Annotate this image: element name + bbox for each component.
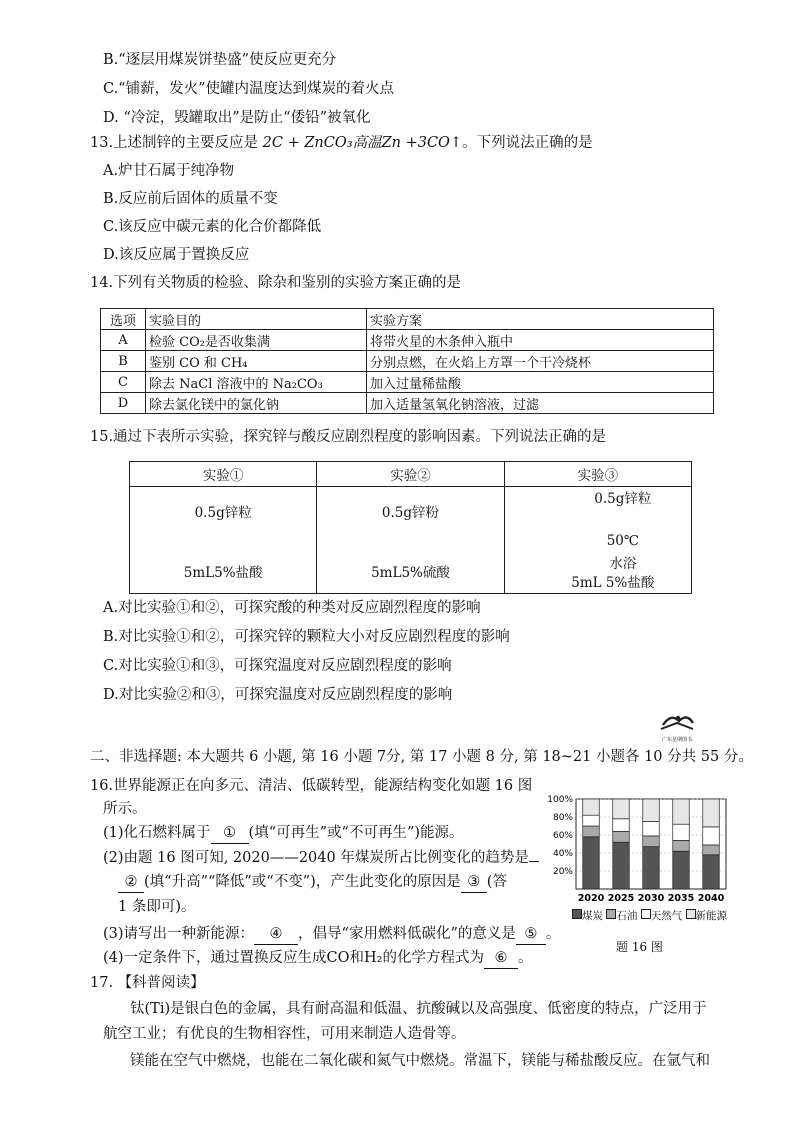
bar-segment-2	[643, 836, 660, 847]
table-cell: 将带火星的木条伸入瓶中	[367, 330, 714, 351]
publisher-logo	[657, 711, 697, 743]
table-cell: D	[101, 393, 146, 414]
q15-option-c: C.对比实验①和③，可探究温度对反应剧烈程度的影响	[103, 658, 452, 674]
exp1-solid: 0.5g锌粒	[194, 505, 252, 521]
bar-segment-3	[673, 824, 690, 840]
table-header-cell: 实验方案	[367, 309, 714, 330]
q16-p2-answer-hint: (答	[486, 874, 507, 890]
x-tick-label: 2020	[577, 893, 605, 904]
legend-coal: 煤炭	[582, 910, 603, 922]
bar-segment-2	[643, 799, 660, 822]
q14-table	[100, 308, 714, 414]
q15-option-d: D.对比实验②和③，可探究温度对反应剧烈程度的影响	[103, 687, 453, 703]
section-2-heading: 二、非选择题: 本大题共 6 小题, 第 16 小题 7分, 第 17 小题 8 分, 第 18~21 小题各 10 分共 55 分。	[90, 749, 753, 765]
exp2-solid: 0.5g锌粉	[381, 505, 440, 521]
bar-segment-4	[703, 799, 720, 827]
answer-blank-1[interactable]: ①	[211, 823, 249, 844]
logo-caption: 广东星期图书	[661, 737, 692, 743]
q16-part-1	[103, 823, 464, 844]
table-cell: 除去氯化镁中的氯化钠	[146, 393, 367, 414]
q12-option-c: C.“铺薪，发火”使罐内温度达到煤炭的着火点	[103, 81, 395, 97]
x-tick-label: 2040	[697, 893, 725, 904]
y-tick-label: 20%	[552, 867, 573, 877]
y-tick-label: 40%	[552, 849, 573, 859]
table-header-cell: 实验③	[504, 462, 691, 487]
table-header-row	[101, 309, 714, 330]
q16-p3-text: (3)请写出一种新能源：	[103, 926, 255, 942]
q16-p1-tail: (填“可再生”或“不可再生”)能源。	[248, 825, 464, 841]
table-cell: C	[101, 372, 146, 393]
exp3-solid: 0.5g锌粒	[594, 491, 652, 507]
bar-segment-4	[703, 845, 720, 855]
q17-para-1: 钛(Ti)是银白色的金属，具有耐高温和低温、抗酸碱以及高强度、低密度的特点，广泛用于	[130, 1001, 707, 1017]
q13-stem-suffix: 。下列说法正确的是	[462, 135, 593, 151]
q13-stem	[90, 133, 593, 153]
bar-segment-1	[613, 799, 630, 819]
q17-para-1-cont: 航空工业；有优良的生物相容性，可用来制造人造骨等。	[103, 1026, 466, 1042]
bar-segment-4	[703, 855, 720, 889]
bar-segment-3	[673, 840, 690, 851]
q13-stem-prefix: 13.上述制锌的主要反应是	[90, 135, 263, 151]
q13-option-a: A.炉甘石属于纯净物	[103, 163, 235, 179]
y-tick-label: 100%	[547, 795, 573, 805]
table-row	[101, 330, 714, 351]
q16-stem-1: 16.世界能源正在向多元、清洁、低碳转型，能源结构变化如题 16 图	[90, 778, 533, 794]
table-cell: 检验 CO₂是否收集满	[146, 330, 367, 351]
exp3-cell	[504, 487, 691, 594]
legend-swatch-gas	[641, 909, 651, 919]
chart-caption: 题 16 图	[616, 940, 663, 954]
bar-segment-2	[643, 847, 660, 889]
bar-segment-2	[643, 822, 660, 836]
q17-title: 17. 【科普阅读】	[90, 975, 205, 991]
x-tick-label: 2030	[637, 893, 665, 904]
table-header-cell: 实验①	[130, 462, 317, 487]
answer-blank-4[interactable]: ④	[254, 924, 298, 945]
table-row	[101, 372, 714, 393]
q13-option-c: C.该反应中碳元素的化合价都降低	[103, 219, 322, 235]
exp1-cell	[130, 487, 317, 594]
table-cell: 除去 NaCl 溶液中的 Na₂CO₃	[146, 372, 367, 393]
q14-stem: 14.下列有关物质的检验、除杂和鉴别的实验方案正确的是	[90, 275, 462, 291]
exp3-acid: 5mL 5%盐酸	[571, 575, 655, 591]
table-header-cell: 选项	[101, 309, 146, 330]
q13-equation: 2C + ZnCO₃高温Zn +3CO↑	[262, 135, 463, 151]
bar-segment-0	[583, 799, 600, 815]
q13-option-b: B.反应前后固体的质量不变	[103, 191, 278, 207]
x-tick-label: 2025	[607, 893, 635, 904]
q16-p3-mid: ，倡导“家用燃料低碳化”的意义是	[298, 926, 516, 942]
exp3-bath: 水浴	[609, 556, 637, 572]
bar-segment-1	[613, 831, 630, 842]
q15-option-a: A.对比实验①和②，可探究酸的种类对反应剧烈程度的影响	[103, 600, 481, 616]
table-header-cell: 实验②	[317, 462, 504, 487]
q13-option-d: D.该反应属于置换反应	[103, 247, 250, 263]
legend-swatch-oil	[606, 909, 616, 919]
bar-segment-4	[703, 827, 720, 845]
q15-option-b: B.对比实验①和②，可探究锌的颗粒大小对反应剧烈程度的影响	[103, 629, 510, 645]
y-tick-label: 60%	[552, 831, 573, 841]
legend-gas: 天然气	[650, 910, 683, 922]
q16-part-3	[103, 924, 560, 945]
q16-part-4	[103, 948, 532, 969]
book-logo-icon	[657, 711, 697, 733]
energy-structure-chart	[546, 791, 736, 961]
q16-part-2	[103, 848, 539, 868]
q16-p4-text: (4)一定条件下，通过置换反应生成CO和H₂的化学方程式为	[103, 950, 484, 966]
answer-blank-2-start[interactable]	[529, 861, 539, 862]
exp1-acid: 5mL5%盐酸	[183, 565, 263, 581]
q15-table	[129, 461, 692, 594]
table-cell: 鉴别 CO 和 CH₄	[146, 351, 367, 372]
answer-blank-6[interactable]: ⑥	[484, 948, 518, 969]
q16-p3-end: 。	[545, 926, 561, 942]
q16-p2-text: (2)由题 16 图可知, 2020——2040 年煤炭所占比例变化的趋势是	[103, 850, 529, 866]
table-header-row	[130, 462, 692, 487]
y-tick-label: 80%	[552, 813, 573, 823]
answer-blank-2[interactable]: ②	[118, 872, 144, 893]
table-cell: 分别点燃，在火焰上方罩一个干冷烧杯	[367, 351, 714, 372]
exp3-temp: 50℃	[606, 533, 639, 549]
legend-oil: 石油	[616, 910, 638, 922]
legend-swatch-new	[686, 909, 696, 919]
answer-blank-5[interactable]: ⑤	[516, 924, 546, 945]
bar-segment-1	[613, 842, 630, 889]
q16-p2-tail: (填“升高”“降低”或“不变”)，产生此变化的原因是	[144, 874, 461, 890]
answer-blank-3[interactable]: ③	[461, 872, 487, 893]
x-tick-label: 2035	[667, 893, 695, 904]
bar-segment-0	[583, 837, 600, 889]
q16-part-2-line-3: 1 条即可)。	[118, 899, 196, 915]
table-header-cell: 实验目的	[146, 309, 367, 330]
q17-para-2: 镁能在空气中燃烧，也能在二氧化碳和氮气中燃烧。常温下，镁能与稀盐酸反应。在氩气和	[130, 1053, 710, 1069]
bar-segment-3	[673, 851, 690, 889]
table-cell: A	[101, 330, 146, 351]
table-row	[101, 351, 714, 372]
table-cell: 加入过量稀盐酸	[367, 372, 714, 393]
table-row	[130, 487, 692, 594]
legend-new-energy: 新能源	[695, 910, 728, 922]
q12-option-d: D. “冷淀，毁罐取出”是防止“倭铅”被氧化	[103, 110, 371, 126]
table-cell: 加入适量氢氧化钠溶液，过滤	[367, 393, 714, 414]
bar-segment-1	[613, 819, 630, 832]
q12-option-b: B.“逐层用煤炭饼垫盛”使反应更充分	[103, 52, 337, 68]
q16-p1-text: (1)化石燃料属于	[103, 825, 211, 841]
exp2-acid: 5mL5%硫酸	[371, 565, 450, 581]
legend-swatch-coal	[572, 909, 582, 919]
q16-p4-end: 。	[517, 950, 533, 966]
exp2-cell	[317, 487, 504, 594]
bar-segment-3	[673, 799, 690, 824]
q15-stem: 15.通过下表所示实验，探究锌与酸反应剧烈程度的影响因素。下列说法正确的是	[90, 429, 607, 445]
table-cell: B	[101, 351, 146, 372]
bar-segment-0	[583, 826, 600, 837]
bar-segment-0	[583, 815, 600, 826]
q16-stem-2: 所示。	[103, 801, 147, 817]
chart-legend	[572, 908, 727, 923]
q16-part-2-line-2	[118, 872, 507, 893]
table-row	[101, 393, 714, 414]
